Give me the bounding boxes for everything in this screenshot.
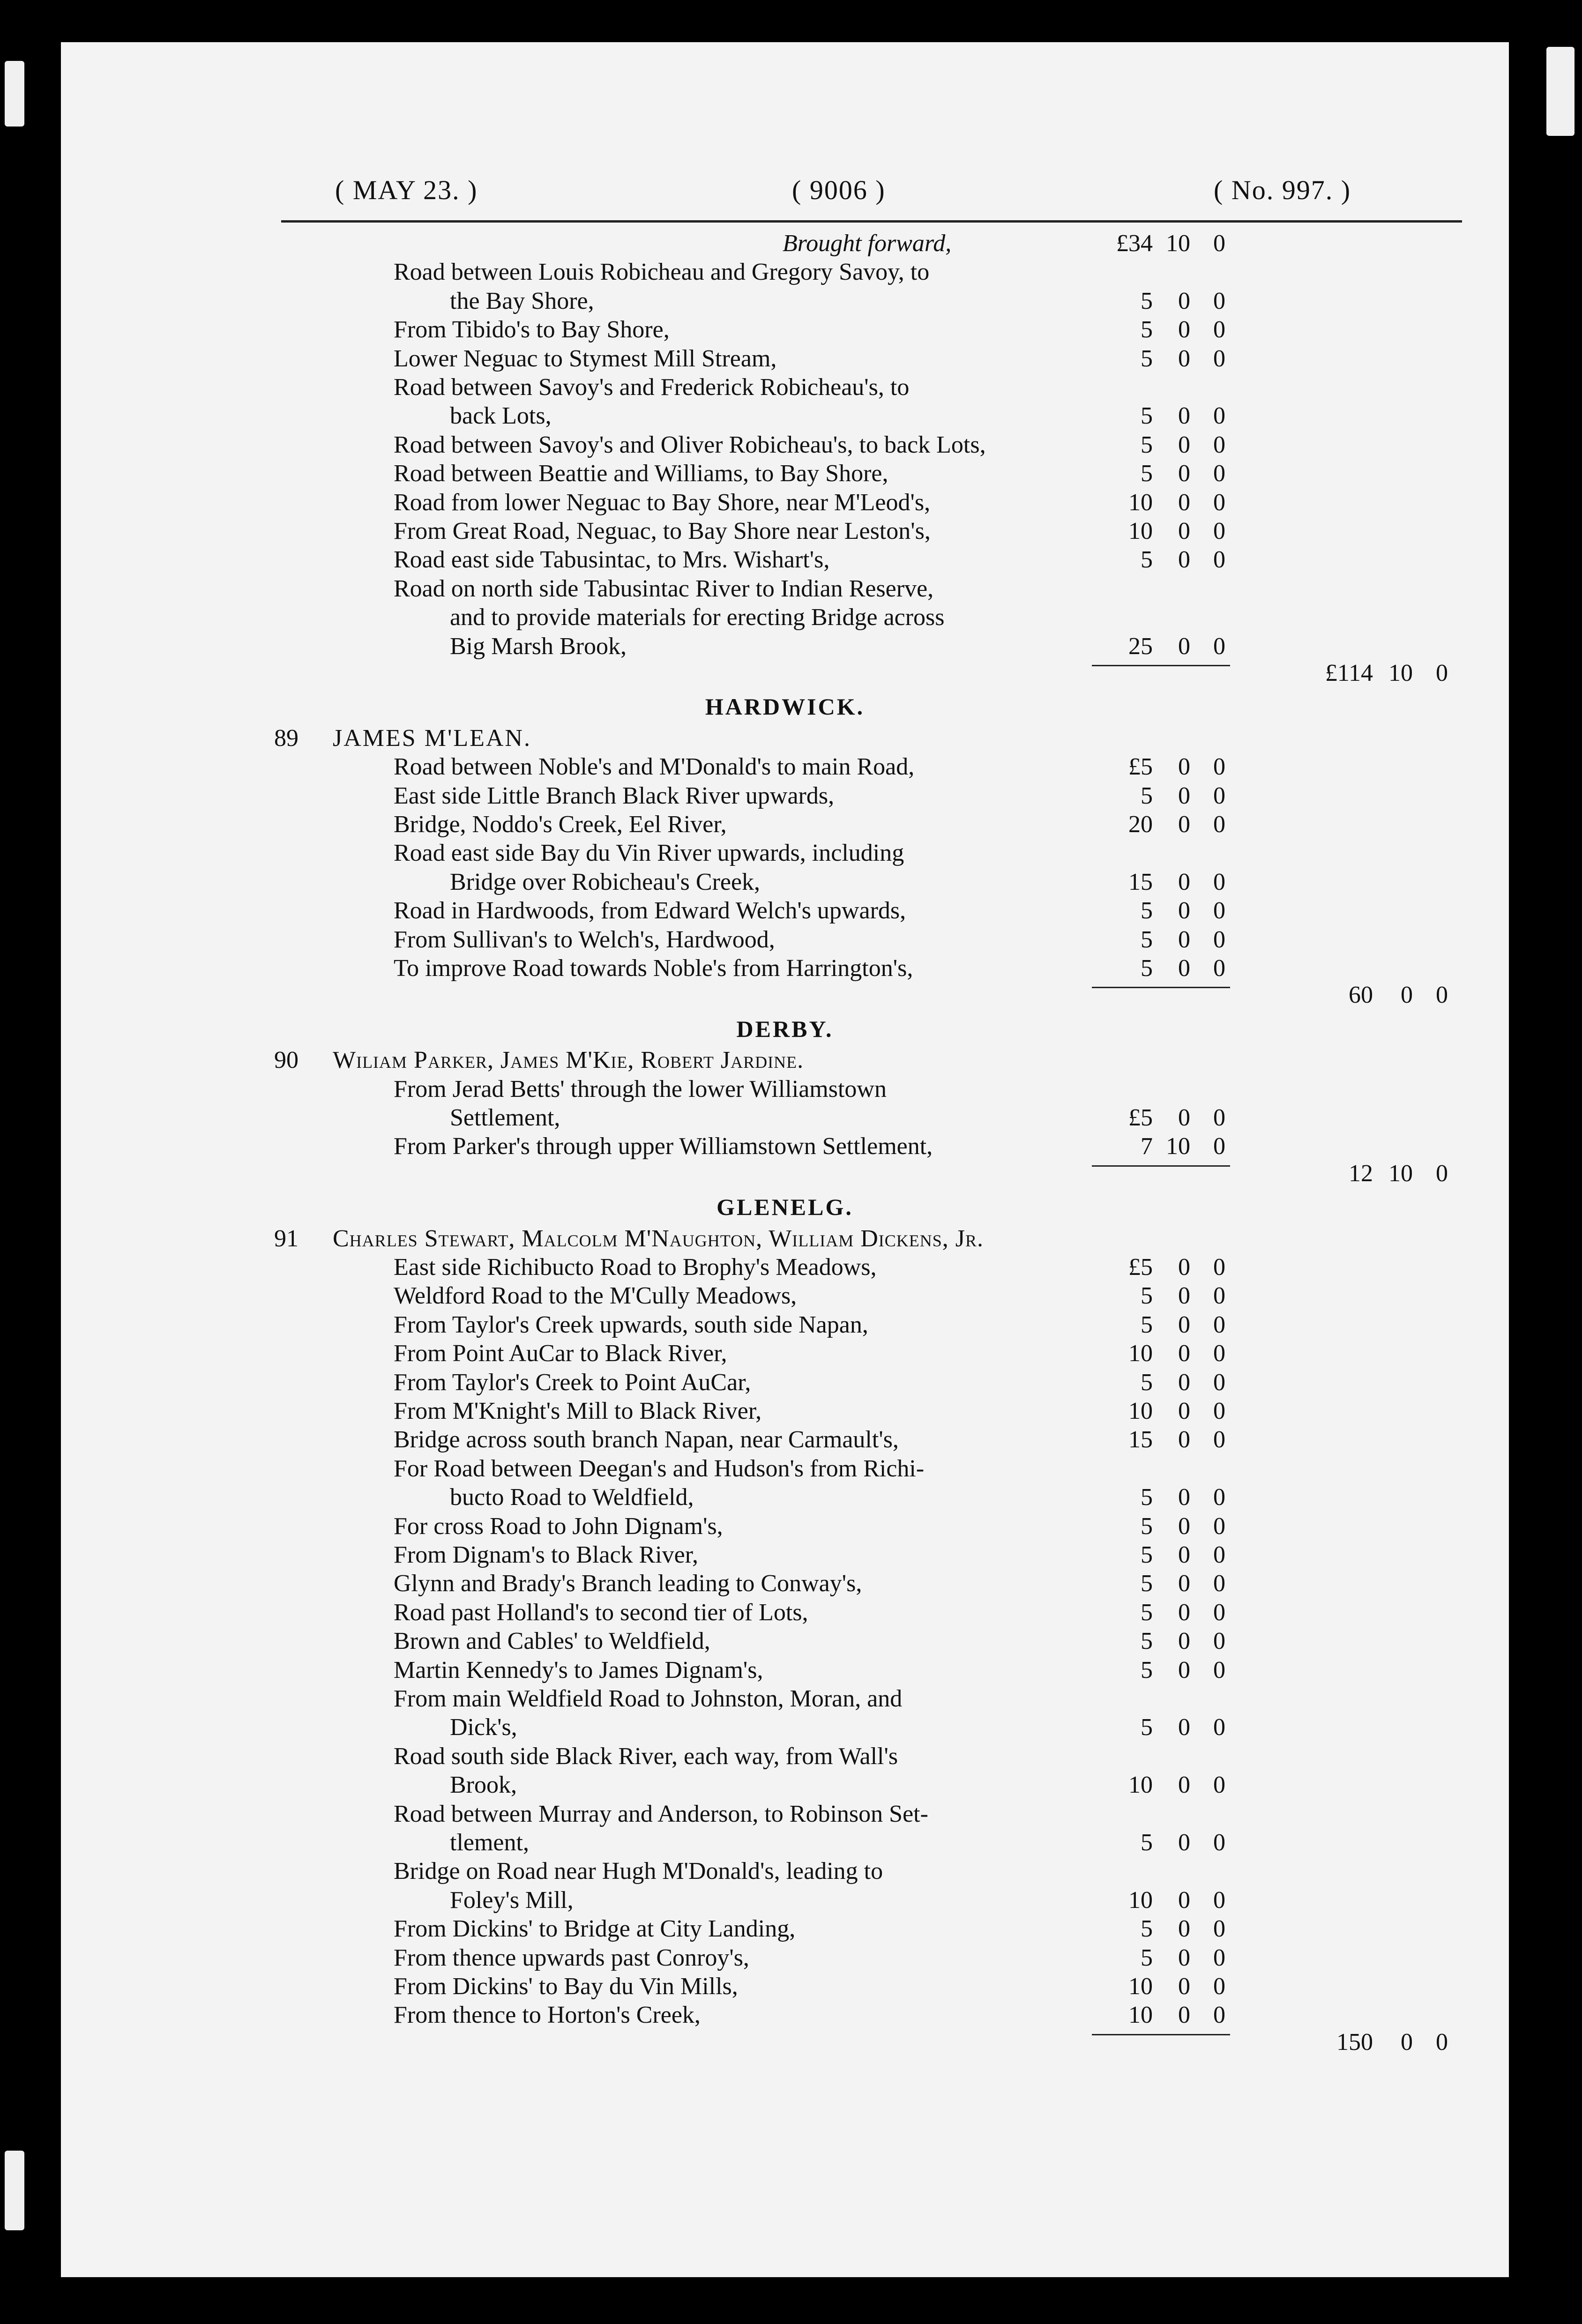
entry-amount-pence: 0 xyxy=(1213,1772,1225,1799)
entry-amount-pounds: 10 xyxy=(1128,1886,1153,1914)
entry-description: Road east side Tabusintac, to Mrs. Wishart's, xyxy=(394,546,830,574)
entry-amount-pounds: 5 xyxy=(1141,1570,1153,1597)
entry-amount-pounds: 5 xyxy=(1141,1542,1153,1568)
entry-amount-shillings: 0 xyxy=(1178,633,1190,660)
entry-amount-pounds: 5 xyxy=(1141,402,1153,430)
entry-amount-pounds: £5 xyxy=(1128,1104,1153,1131)
brought-forward-shillings: 10 xyxy=(1166,230,1190,257)
section-total-pounds: 60 xyxy=(1349,982,1373,1009)
entry-amount-shillings: 0 xyxy=(1178,1570,1190,1597)
entry-amount-pounds: 5 xyxy=(1141,1369,1153,1396)
entry-amount-pence: 0 xyxy=(1213,1484,1225,1511)
brought-forward-label: Brought forward, xyxy=(783,230,952,257)
entry-amount-shillings: 0 xyxy=(1178,431,1190,458)
entry-description: Road past Holland's to second tier of Lots, xyxy=(394,1599,808,1626)
entry-description: From Dignam's to Black River, xyxy=(394,1542,698,1568)
entry-amount-shillings: 0 xyxy=(1178,546,1190,574)
entry-amount-pence: 0 xyxy=(1213,1973,1225,2000)
header-date: ( MAY 23. ) xyxy=(335,175,478,205)
district-number: 90 xyxy=(274,1047,298,1074)
entry-amount-shillings: 0 xyxy=(1178,926,1190,953)
entry-description: Glynn and Brady's Branch leading to Conway's, xyxy=(394,1570,862,1597)
entry-description: From Jerad Betts' through the lower Williamstown xyxy=(394,1075,887,1102)
entry-amount-shillings: 0 xyxy=(1178,1340,1190,1367)
entry-amount-pence: 0 xyxy=(1213,518,1225,544)
section-total-pence: 0 xyxy=(1436,2028,1448,2056)
entry-description: Weldford Road to the M'Cully Meadows, xyxy=(394,1282,797,1310)
entry-amount-shillings: 0 xyxy=(1178,897,1190,924)
entry-amount-pence: 0 xyxy=(1213,897,1225,924)
commissioners: Charles Stewart, Malcolm M'Naughton, William Dickens, Jr. xyxy=(333,1225,984,1252)
entry-description: From Point AuCar to Black River, xyxy=(394,1340,727,1367)
entry-amount-pence: 0 xyxy=(1213,1340,1225,1367)
entry-description: Road between Noble's and M'Donald's to main Road, xyxy=(394,753,915,781)
entry-amount-shillings: 0 xyxy=(1178,518,1190,544)
entry-description: Bridge, Noddo's Creek, Eel River, xyxy=(394,811,727,838)
entry-amount-shillings: 0 xyxy=(1178,345,1190,372)
entry-description: From thence to Horton's Creek, xyxy=(394,2002,701,2029)
header-page-number: ( 9006 ) xyxy=(792,175,886,205)
entry-description: Road from lower Neguac to Bay Shore, near M'Leod's, xyxy=(394,489,931,516)
entry-amount-shillings: 0 xyxy=(1178,1369,1190,1396)
entry-amount-pounds: 5 xyxy=(1141,431,1153,458)
entry-amount-shillings: 0 xyxy=(1178,811,1190,838)
entry-amount-pence: 0 xyxy=(1213,431,1225,458)
entry-amount-pence: 0 xyxy=(1213,287,1225,314)
entry-amount-pence: 0 xyxy=(1213,633,1225,660)
section-total-pounds: 12 xyxy=(1349,1160,1373,1187)
entry-amount-pence: 0 xyxy=(1213,1628,1225,1655)
entry-amount-shillings: 0 xyxy=(1178,1512,1190,1540)
subtotal-rule xyxy=(1092,1165,1230,1167)
entry-amount-pence: 0 xyxy=(1213,489,1225,516)
entry-amount-pounds: 5 xyxy=(1141,1656,1153,1683)
entry-description: Road between Beattie and Williams, to Bay Shore, xyxy=(394,460,888,487)
entry-amount-pounds: 5 xyxy=(1141,1944,1153,1971)
entry-continuation: the Bay Shore, xyxy=(450,287,594,314)
entry-amount-shillings: 0 xyxy=(1178,1599,1190,1626)
section-total-shillings: 0 xyxy=(1401,982,1413,1009)
section-total-shillings: 10 xyxy=(1388,1160,1413,1187)
entry-description: From Dickins' to Bay du Vin Mills, xyxy=(394,1973,738,2000)
entry-amount-pounds: 10 xyxy=(1128,1340,1153,1367)
entry-description: Road between Savoy's and Oliver Robicheau's, to back Lots, xyxy=(394,431,986,458)
entry-amount-pence: 0 xyxy=(1213,782,1225,809)
entry-amount-shillings: 0 xyxy=(1178,1915,1190,1943)
entry-amount-pence: 0 xyxy=(1213,1426,1225,1453)
entry-continuation: Foley's Mill, xyxy=(450,1886,574,1914)
entry-description: From main Weldfield Road to Johnston, Moran, and xyxy=(394,1685,903,1712)
entry-amount-pence: 0 xyxy=(1213,402,1225,430)
section-total-pence: 0 xyxy=(1436,1160,1448,1187)
entry-amount-pounds: 5 xyxy=(1141,926,1153,953)
entry-amount-shillings: 0 xyxy=(1178,1656,1190,1683)
entry-amount-shillings: 0 xyxy=(1178,489,1190,516)
entry-amount-shillings: 0 xyxy=(1178,1104,1190,1131)
entry-amount-shillings: 0 xyxy=(1178,1542,1190,1568)
entry-description: Road on north side Tabusintac River to Indian Reserve, xyxy=(394,575,934,602)
entry-amount-pounds: 5 xyxy=(1141,1512,1153,1540)
entry-continuation: Dick's, xyxy=(450,1714,517,1741)
entry-description: From Taylor's Creek to Point AuCar, xyxy=(394,1369,751,1396)
entry-amount-pence: 0 xyxy=(1213,316,1225,343)
entry-description: Road south side Black River, each way, from Wall's xyxy=(394,1743,898,1770)
entry-amount-pence: 0 xyxy=(1213,1133,1225,1160)
entry-amount-pounds: 10 xyxy=(1128,1398,1153,1424)
entry-amount-pounds: 15 xyxy=(1128,868,1153,895)
brought-forward-pence: 0 xyxy=(1213,230,1225,257)
entry-description: From Dickins' to Bridge at City Landing, xyxy=(394,1915,796,1943)
entry-description: From Tibido's to Bay Shore, xyxy=(394,316,670,343)
entry-continuation: back Lots, xyxy=(450,402,552,430)
entry-amount-pounds: 5 xyxy=(1141,287,1153,314)
entry-amount-shillings: 0 xyxy=(1178,1484,1190,1511)
entry-amount-pounds: 5 xyxy=(1141,546,1153,574)
entry-amount-pence: 0 xyxy=(1213,1829,1225,1856)
entry-amount-pence: 0 xyxy=(1213,1512,1225,1540)
entry-amount-pounds: 5 xyxy=(1141,1484,1153,1511)
entry-description: Brown and Cables' to Weldfield, xyxy=(394,1628,710,1655)
entry-description: From Sullivan's to Welch's, Hardwood, xyxy=(394,926,775,953)
entry-amount-pounds: 7 xyxy=(1141,1133,1153,1160)
entry-continuation: and to provide materials for erecting Bridge across xyxy=(450,604,945,631)
binding-tab xyxy=(5,61,24,127)
binding-tab xyxy=(5,2151,24,2230)
entry-continuation: Big Marsh Brook, xyxy=(450,633,627,660)
entry-amount-pounds: 20 xyxy=(1128,811,1153,838)
entry-amount-shillings: 0 xyxy=(1178,1628,1190,1655)
entry-amount-pounds: 10 xyxy=(1128,2002,1153,2029)
entry-amount-pounds: 10 xyxy=(1128,1973,1153,2000)
section-total-shillings: 0 xyxy=(1401,2028,1413,2056)
subtotal-rule xyxy=(1092,665,1230,666)
entry-amount-pence: 0 xyxy=(1213,2002,1225,2029)
entry-amount-shillings: 0 xyxy=(1178,1254,1190,1281)
entry-amount-pence: 0 xyxy=(1213,1542,1225,1568)
entry-amount-pounds: £5 xyxy=(1128,1254,1153,1281)
header-rule xyxy=(281,220,1462,223)
entry-amount-pence: 0 xyxy=(1213,926,1225,953)
entry-amount-pounds: 5 xyxy=(1141,345,1153,372)
entry-continuation: bucto Road to Weldfield, xyxy=(450,1484,694,1511)
entry-description: From thence upwards past Conroy's, xyxy=(394,1944,749,1971)
entry-amount-shillings: 0 xyxy=(1178,1426,1190,1453)
entry-amount-shillings: 0 xyxy=(1178,287,1190,314)
entry-amount-shillings: 0 xyxy=(1178,1398,1190,1424)
entry-amount-shillings: 0 xyxy=(1178,316,1190,343)
entry-description: Road between Murray and Anderson, to Robinson Set- xyxy=(394,1800,928,1827)
entry-amount-pence: 0 xyxy=(1213,1886,1225,1914)
entry-amount-pounds: 5 xyxy=(1141,1599,1153,1626)
entry-amount-pence: 0 xyxy=(1213,345,1225,372)
entry-description: For Road between Deegan's and Hudson's from Richi- xyxy=(394,1455,925,1482)
entry-amount-pounds: 15 xyxy=(1128,1426,1153,1453)
entry-description: From Great Road, Neguac, to Bay Shore near Leston's, xyxy=(394,518,931,544)
entry-amount-pence: 0 xyxy=(1213,1311,1225,1338)
entry-description: Road between Louis Robicheau and Gregory Savoy, to xyxy=(394,259,930,286)
entry-amount-shillings: 0 xyxy=(1178,1282,1190,1310)
entry-description: East side Little Branch Black River upwards, xyxy=(394,782,835,809)
entry-description: From Parker's through upper Williamstown Settlement, xyxy=(394,1133,933,1160)
entry-amount-pence: 0 xyxy=(1213,1599,1225,1626)
document-page xyxy=(61,42,1509,2277)
entry-amount-pounds: 10 xyxy=(1128,489,1153,516)
entry-amount-pence: 0 xyxy=(1213,955,1225,982)
entry-amount-shillings: 0 xyxy=(1178,1714,1190,1741)
entry-description: Lower Neguac to Stymest Mill Stream, xyxy=(394,345,777,372)
entry-description: For cross Road to John Dignam's, xyxy=(394,1512,723,1540)
commissioners: JAMES M'LEAN. xyxy=(333,724,531,752)
entry-amount-shillings: 0 xyxy=(1178,1973,1190,2000)
entry-amount-pounds: 5 xyxy=(1141,955,1153,982)
entry-amount-shillings: 0 xyxy=(1178,782,1190,809)
section-total-pounds: 150 xyxy=(1336,2028,1373,2056)
entry-amount-pence: 0 xyxy=(1213,1104,1225,1131)
entry-description: Bridge across south branch Napan, near Carmault's, xyxy=(394,1426,899,1453)
entry-description: From Taylor's Creek upwards, south side Napan, xyxy=(394,1311,868,1338)
binding-tab xyxy=(1546,47,1575,136)
entry-continuation: Bridge over Robicheau's Creek, xyxy=(450,868,761,895)
entry-description: To improve Road towards Noble's from Harrington's, xyxy=(394,955,913,982)
entry-amount-shillings: 10 xyxy=(1166,1133,1190,1160)
entry-description: From M'Knight's Mill to Black River, xyxy=(394,1398,762,1424)
entry-amount-shillings: 0 xyxy=(1178,1311,1190,1338)
entry-amount-pence: 0 xyxy=(1213,1656,1225,1683)
entry-amount-pounds: 5 xyxy=(1141,1628,1153,1655)
entry-amount-shillings: 0 xyxy=(1178,868,1190,895)
entry-amount-shillings: 0 xyxy=(1178,1886,1190,1914)
entry-amount-pence: 0 xyxy=(1213,868,1225,895)
entry-amount-shillings: 0 xyxy=(1178,2002,1190,2029)
section-total-pence: 0 xyxy=(1436,660,1448,686)
section-title: DERBY. xyxy=(736,1015,834,1042)
entry-amount-pounds: 5 xyxy=(1141,460,1153,487)
section-title: HARDWICK. xyxy=(705,693,865,720)
entry-amount-pounds: 10 xyxy=(1128,1772,1153,1799)
entry-amount-pounds: 5 xyxy=(1141,316,1153,343)
entry-amount-shillings: 0 xyxy=(1178,753,1190,781)
district-number: 91 xyxy=(274,1225,298,1252)
entry-amount-shillings: 0 xyxy=(1178,1829,1190,1856)
entry-amount-shillings: 0 xyxy=(1178,1772,1190,1799)
header-doc-number: ( No. 997. ) xyxy=(1214,175,1351,205)
entry-amount-pence: 0 xyxy=(1213,1714,1225,1741)
entry-description: Road in Hardwoods, from Edward Welch's upwards, xyxy=(394,897,906,924)
entry-amount-pence: 0 xyxy=(1213,546,1225,574)
entry-description: Road between Savoy's and Frederick Robicheau's, to xyxy=(394,374,910,401)
entry-description: Bridge on Road near Hugh M'Donald's, leading to xyxy=(394,1858,883,1885)
section-title: GLENELG. xyxy=(716,1194,853,1221)
entry-amount-pounds: 25 xyxy=(1128,633,1153,660)
entry-amount-shillings: 0 xyxy=(1178,460,1190,487)
entry-amount-pounds: 5 xyxy=(1141,1714,1153,1741)
entry-amount-pence: 0 xyxy=(1213,811,1225,838)
entry-continuation: tlement, xyxy=(450,1829,529,1856)
entry-amount-pounds: 5 xyxy=(1141,1915,1153,1943)
section-total-pounds: £114 xyxy=(1325,660,1373,686)
entry-amount-pence: 0 xyxy=(1213,1570,1225,1597)
entry-amount-pence: 0 xyxy=(1213,1369,1225,1396)
entry-amount-pence: 0 xyxy=(1213,1282,1225,1310)
entry-amount-shillings: 0 xyxy=(1178,402,1190,430)
entry-amount-pence: 0 xyxy=(1213,1915,1225,1943)
subtotal-rule xyxy=(1092,987,1230,988)
entry-description: East side Richibucto Road to Brophy's Meadows, xyxy=(394,1254,877,1281)
brought-forward-pounds: £34 xyxy=(1116,230,1153,257)
entry-amount-pence: 0 xyxy=(1213,1944,1225,1971)
entry-amount-pence: 0 xyxy=(1213,753,1225,781)
subtotal-rule xyxy=(1092,2034,1230,2035)
entry-amount-pounds: £5 xyxy=(1128,753,1153,781)
entry-amount-pounds: 5 xyxy=(1141,1829,1153,1856)
section-total-pence: 0 xyxy=(1436,982,1448,1009)
entry-continuation: Settlement, xyxy=(450,1104,560,1131)
entry-description: Road east side Bay du Vin River upwards, including xyxy=(394,840,904,867)
entry-amount-shillings: 0 xyxy=(1178,1944,1190,1971)
entry-amount-shillings: 0 xyxy=(1178,955,1190,982)
entry-continuation: Brook, xyxy=(450,1772,517,1799)
entry-amount-pounds: 5 xyxy=(1141,897,1153,924)
entry-amount-pence: 0 xyxy=(1213,1254,1225,1281)
section-total-shillings: 10 xyxy=(1388,660,1413,686)
entry-amount-pounds: 5 xyxy=(1141,1311,1153,1338)
entry-amount-pounds: 5 xyxy=(1141,1282,1153,1310)
commissioners: Wiliam Parker, James M'Kie, Robert Jardine. xyxy=(333,1047,804,1074)
entry-amount-pounds: 5 xyxy=(1141,782,1153,809)
entry-amount-pounds: 10 xyxy=(1128,518,1153,544)
district-number: 89 xyxy=(274,724,298,752)
entry-amount-pence: 0 xyxy=(1213,1398,1225,1424)
entry-description: Martin Kennedy's to James Dignam's, xyxy=(394,1656,763,1683)
entry-amount-pence: 0 xyxy=(1213,460,1225,487)
